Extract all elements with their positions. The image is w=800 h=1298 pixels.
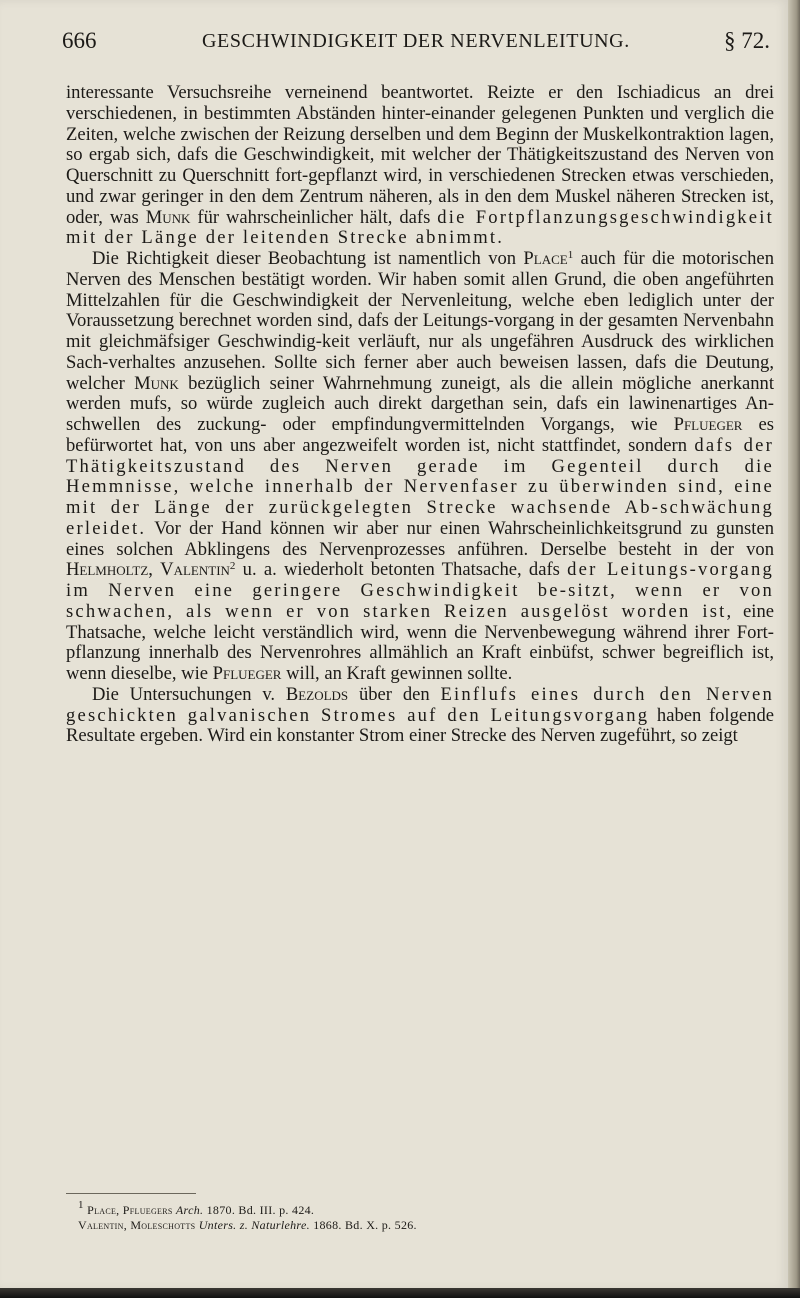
text-run: interessante Versuchsreihe verneinend beantwortet. Reizte er den Ischiadicus an drei verschiedenen, in bestimmten Abständen hinter-einander gelegenen Punkten und verglich die Zeiten, welche zwischen der Reizung derselben und dem Beginn der Muskelkontraktion lagen, so ergab sich, dafs die Geschwindigkeit, mit welcher der Thätigkeitszustand des Nerven von Querschnitt zu Querschnitt fort-gepflanzt wird, in verschiedenen Strecken etwas verschieden, und zwar geringer in den dem Zentrum näheren, als in den dem Muskel näheren Strecken ist, oder, was: [66, 82, 774, 228]
section-number: § 72.: [724, 28, 770, 53]
text-run: es befürwortet hat, von uns aber angezweifelt worden ist, nicht stattfindet, sondern: [66, 414, 775, 456]
author-name-pflueger: Pflueger: [212, 663, 282, 684]
page-number: 666: [62, 28, 97, 53]
text-run: haben folgende Resultate ergeben. Wird ein konstanter Strom einer Strecke des Nerven zugeführt, so zeigt: [66, 704, 774, 747]
text-run: über den: [348, 683, 441, 705]
text-run: für wahrscheinlicher hält, dafs: [190, 206, 438, 228]
footnotes: [78, 1199, 768, 1233]
footnote-authors: Place, Pfluegers: [87, 1203, 173, 1217]
text-run: Vor der Hand können wir aber nur einen Wahrscheinlichkeitsgrund zu gunsten eines solchen Abklingens des Nervenprozesses anführen. Derselbe besteht in der von: [66, 517, 774, 560]
author-name-munk: Munk: [145, 206, 191, 228]
footnote-authors: Valentin, Moleschotts: [78, 1218, 196, 1232]
text-run: Die Untersuchungen v.: [92, 683, 286, 705]
text-run: auch für die motorischen Nerven des Menschen bestätigt worden. Wir haben somit allen Grund, die oben angeführten Mittelzahlen für die Geschwindigkeit der Nervenleitung, welche eben lediglich unter der Voraussetzung berechnet worden sind, dafs der Leitungs-vorgang in der gesamten Nervenbahn mit gleichmäfsiger Geschwindig-keit verläuft, nur als ungefähren Ausdruck des wirklichen Sach-verhaltes anzusehen. Sollte sich ferner aber auch beweisen lassen, dafs die Deutung, welcher: [66, 248, 774, 394]
footnote-journal: Arch.: [175, 1203, 204, 1217]
author-name-bezold: Bezolds: [285, 683, 349, 705]
author-name-place: Place: [523, 248, 568, 269]
footnote-2: [78, 1218, 768, 1233]
emphasized-text: dafs der Thätigkeitszustand des Nerven gerade im Gegenteil durch die Hemmnisse, welche innerhalb der Nervenfaser zu überwinden sind, eine mit der Länge der zurückgelegten Strecke wachsende Ab-schwächung erleidet.: [66, 434, 775, 539]
author-name-pflueger: Pflueger: [673, 414, 743, 435]
text-run: bezüglich seiner Wahrnehmung zuneigt, als die allein mögliche anerkannt werden mufs, so würde zugleich auch direkt dargethan sein, dafs ein lawinenartiges An-schwellen des zuckung- oder empfindungvermittelnden Vorgangs, wie: [66, 372, 775, 435]
body-text: [66, 83, 774, 747]
author-name-helmholtz: Helmholtz: [66, 559, 149, 581]
emphasized-text: der Leitungs-vorgang im Nerven eine geringere Geschwindigkeit be-sitzt, wenn er von schwachen, als wenn er von starken Reizen ausgelöst worden ist,: [66, 559, 774, 622]
text-run: ,: [148, 559, 161, 581]
footnote-marker: 1: [78, 1199, 84, 1211]
footnote-ref-1: 1: [567, 249, 574, 261]
text-run: eine Thatsache, welche leicht verständlich wird, wenn die Nervenbewegung während ihrer Fort-pflanzung innerhalb des Nervenrohres allmählich an Kraft einbüfst, schwer begreiflich ist, wenn dieselbe, wie: [66, 600, 774, 684]
emphasized-text: die Fortpflanzungsgeschwindigkeit mit der Länge der leitenden Strecke abnimmt.: [66, 206, 774, 249]
footnote-citation: 1870. Bd. III. p. 424.: [206, 1203, 315, 1217]
text-run: Die Richtigkeit dieser Beobachtung ist namentlich von: [92, 248, 524, 269]
author-name-munk: Munk: [134, 372, 179, 394]
running-title: GESCHWINDIGKEIT DER NERVENLEITUNG.: [202, 30, 630, 52]
paragraph-3: [66, 685, 774, 747]
footnote-divider: [66, 1193, 196, 1194]
running-header: [62, 22, 778, 56]
footnote-ref-2: 2: [229, 560, 236, 573]
paragraph-2: [66, 249, 774, 685]
author-name-valentin: Valentin: [160, 559, 230, 581]
emphasized-text: Einflufs eines durch den Nerven geschickten galvanischen Stromes auf den Leitungsvorgang: [66, 683, 774, 726]
page-edge-shadow: [788, 0, 800, 1298]
footnote-1: [78, 1199, 768, 1218]
footnote-citation: 1868. Bd. X. p. 526.: [313, 1218, 417, 1232]
paragraph-1: [66, 83, 774, 249]
scan-bottom-border: [0, 1288, 800, 1298]
text-run: will, an Kraft gewinnen sollte.: [281, 663, 513, 684]
text-run: u. a. wiederholt betonten Thatsache, dafs: [235, 559, 568, 581]
footnote-journal: Unters. z. Naturlehre.: [198, 1218, 310, 1232]
